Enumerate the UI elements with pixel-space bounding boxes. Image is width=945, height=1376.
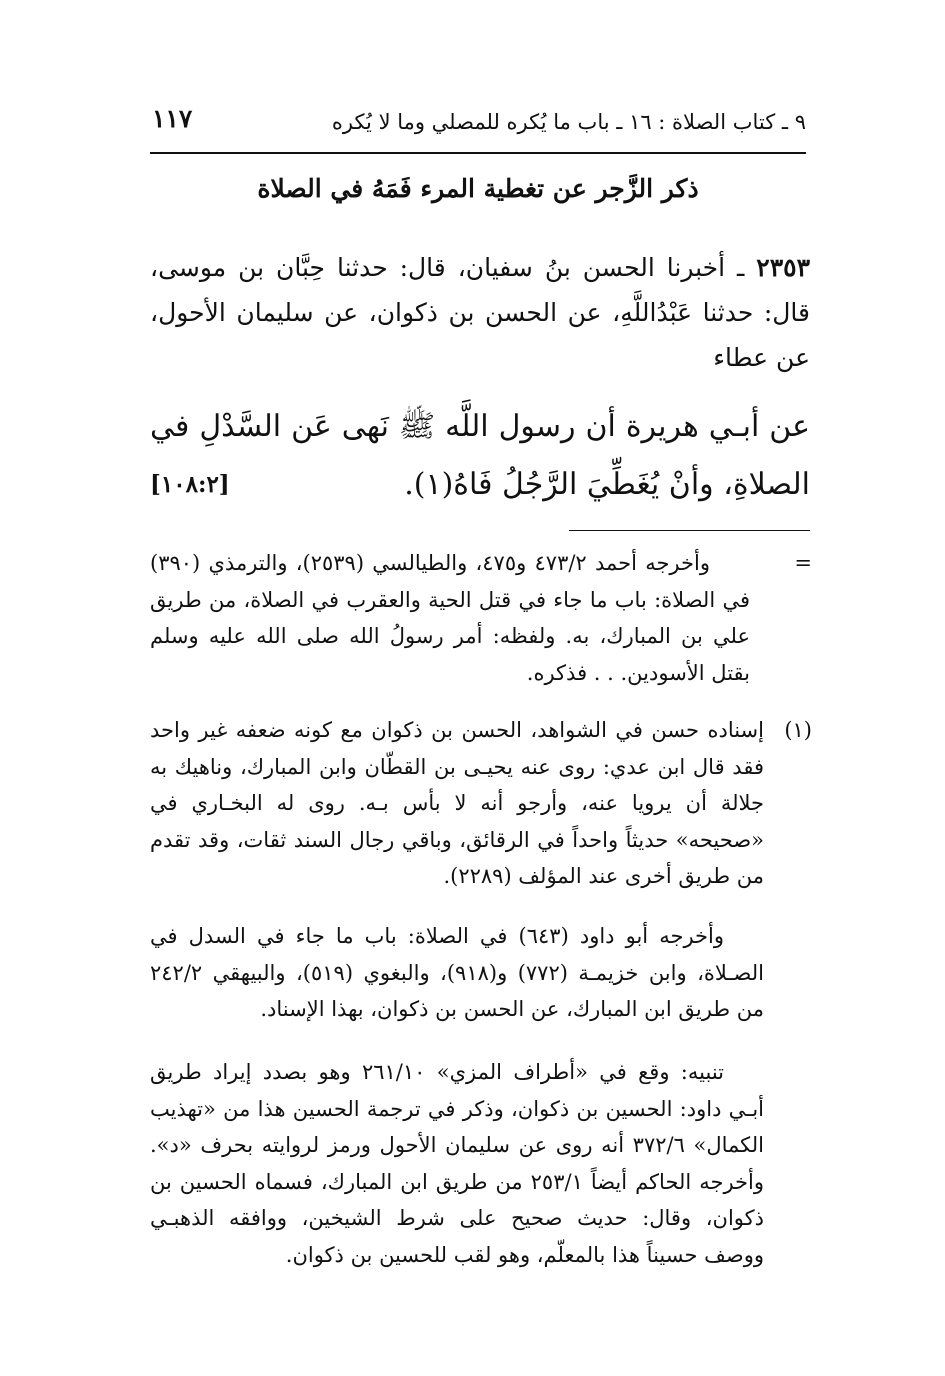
page-header xyxy=(150,104,806,148)
reference-tag: [١٠٨:٢] xyxy=(150,471,230,498)
hadith-matn xyxy=(150,398,810,514)
matn-text: عن أبـي هريرة أن رسول اللَّه ﷺ نَهى عَن السَّدْلِ في الصلاةِ، وأنْ يُغَطِّيَ الرَّجُلُ فَاهُ(١). xyxy=(150,409,810,502)
page-number: ١١٧ xyxy=(152,104,193,133)
section-title: ذكر الزَّجر عن تغطية المرء فَمَهُ في الصلاة xyxy=(257,174,699,203)
footnote-1-paragraph-2 xyxy=(150,918,812,1028)
footnote-rule xyxy=(569,530,810,531)
isnad-text: ـ أخبرنا الحسن بنُ سفيان، قال: حدثنا حِبَّان بن موسى، قال: حدثنا عَبْدُاللَّهِ، عن الحسن بن ذكوان، عن سليمان الأحول، عن عطاء xyxy=(150,253,810,372)
footnote-1-text: إسناده حسن في الشواهد، الحسن بن ذكوان مع كونه ضعفه غير واحد فقد قال ابن عدي: روى عنه يحيـى بن القطّان وابن المبارك، وناهيك به جلالة أن يرويا عنه، وأرجو أنه لا بأس بـه. روى له البخـاري في «صحيحه» حديثاً واحداً في الرقائق، وباقي رجال السند ثقات، وقد تقدم من طريق أخرى عند المؤلف (٢٢٨٩). xyxy=(150,718,764,888)
footnote-continuation xyxy=(150,545,812,691)
hadith-isnad xyxy=(150,245,810,380)
footnote-1-marker: (١) xyxy=(784,718,812,742)
continuation-text: وأخرجه أحمد ٤٧٣/٢ و٤٧٥، والطيالسي (٢٥٣٩)، والترمذي (٣٩٠) في الصلاة: باب ما جاء في قتل الحية والعقرب في الصلاة، من طريق علي بن المبارك، به. ولفظه: أمر رسولُ الله صلى الله عليه وسلم بقتل الأسودين. . . فذكره. xyxy=(150,551,750,685)
continuation-marker: = xyxy=(794,551,812,575)
footnote-1-paragraph-3-text: تنبيه: وقع في «أطراف المزي» ٢٦١/١٠ وهو بصدد إيراد طريق أبـي داود: الحسين بن ذكوان، وذكر في ترجمة الحسين هذا من «تهذيب الكمال» ٣٧٢/٦ أنه روى عن سليمان الأحول ورمز لروايته بحرف «د». وأخرجه الحاكم أيضاً ٢٥٣/١ من طريق ابن المبارك، فسماه الحسين بن ذكوان، وقال: حديث صحيح على شرط الشيخين، ووافقه الذهبـي ووصف حسيناً هذا بالمعلّم، وهو لقب للحسين بن ذكوان. xyxy=(150,1060,764,1267)
running-head: ٩ ـ كتاب الصلاة : ١٦ ـ باب ما يُكره للمصلي وما لا يُكره xyxy=(331,110,806,134)
header-rule xyxy=(150,152,806,154)
footnote-1-paragraph-3 xyxy=(150,1054,812,1273)
footnote-1-paragraph-2-text: وأخرجه أبو داود (٦٤٣) في الصلاة: باب ما جاء في السدل في الصـلاة، وابن خزيمـة (٧٧٢) و(٩١٨)، والبغوي (٥١٩)، والبيهقي ٢٤٢/٢ من طريق ابن المبارك، عن الحسن بن ذكوان، بهذا الإسناد. xyxy=(150,924,764,1021)
hadith-number: ٢٣٥٣ xyxy=(756,253,810,282)
footnote-1 xyxy=(150,712,812,895)
